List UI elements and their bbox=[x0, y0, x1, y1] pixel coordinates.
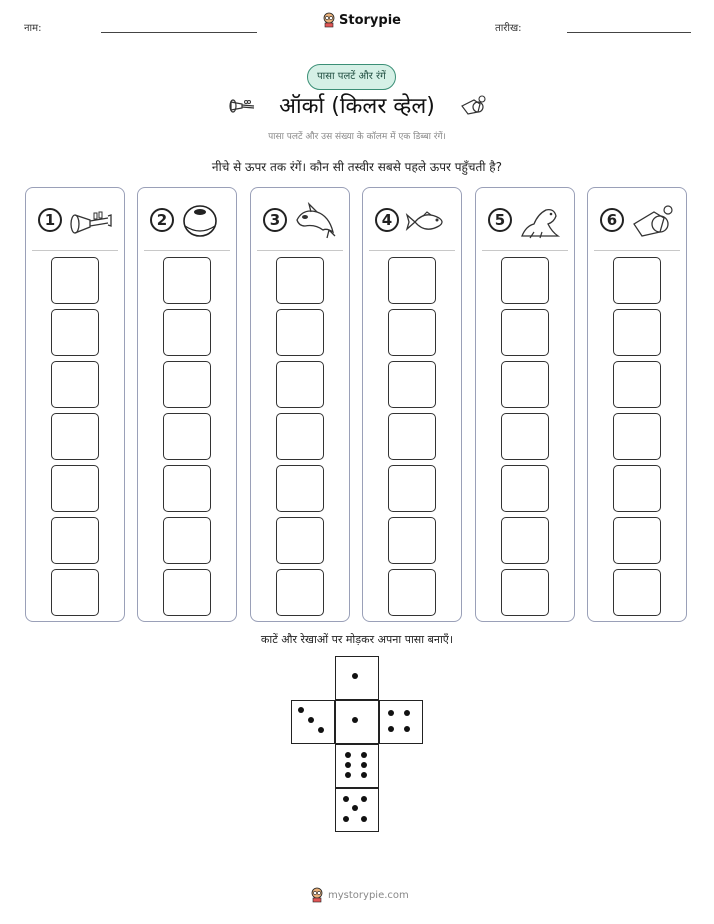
bead-icon bbox=[180, 202, 226, 240]
column-header bbox=[148, 202, 230, 242]
subtitle: पासा पलटें और उस संख्या के कॉलम में एक डिब्बा रंगें। bbox=[268, 132, 446, 142]
column-header bbox=[261, 202, 343, 242]
color-box[interactable] bbox=[501, 413, 549, 460]
storypie-mascot-icon bbox=[310, 887, 324, 903]
column-number: 1 bbox=[38, 208, 62, 232]
die-face-six bbox=[335, 744, 379, 788]
color-box[interactable] bbox=[163, 517, 211, 564]
color-box[interactable] bbox=[276, 361, 324, 408]
column-number: 3 bbox=[263, 208, 287, 232]
die-pip bbox=[318, 727, 324, 733]
die-pip bbox=[345, 762, 351, 768]
name-line bbox=[101, 32, 257, 33]
column-header bbox=[373, 202, 455, 242]
column-header bbox=[36, 202, 118, 242]
column-header bbox=[598, 202, 680, 242]
column-3 bbox=[250, 187, 350, 622]
column-divider bbox=[257, 250, 343, 251]
color-box[interactable] bbox=[613, 309, 661, 356]
color-box[interactable] bbox=[388, 465, 436, 512]
color-box[interactable] bbox=[501, 517, 549, 564]
die-pip bbox=[388, 726, 394, 732]
color-box[interactable] bbox=[276, 517, 324, 564]
color-box[interactable] bbox=[613, 413, 661, 460]
column-2 bbox=[137, 187, 237, 622]
color-box[interactable] bbox=[163, 309, 211, 356]
color-box[interactable] bbox=[388, 569, 436, 616]
column-divider bbox=[594, 250, 680, 251]
die-pip bbox=[361, 752, 367, 758]
column-1 bbox=[25, 187, 125, 622]
color-box[interactable] bbox=[501, 257, 549, 304]
die-face-one bbox=[335, 656, 379, 700]
die-pip bbox=[352, 717, 358, 723]
color-box[interactable] bbox=[613, 465, 661, 512]
die-pip bbox=[404, 710, 410, 716]
color-box[interactable] bbox=[276, 257, 324, 304]
color-box[interactable] bbox=[51, 309, 99, 356]
column-4 bbox=[362, 187, 462, 622]
color-box[interactable] bbox=[163, 361, 211, 408]
color-box[interactable] bbox=[163, 465, 211, 512]
die-pip bbox=[345, 752, 351, 758]
color-box[interactable] bbox=[51, 517, 99, 564]
die-pip bbox=[361, 772, 367, 778]
die-face-one bbox=[335, 700, 379, 744]
color-box[interactable] bbox=[51, 465, 99, 512]
column-number: 5 bbox=[488, 208, 512, 232]
die-pip bbox=[308, 717, 314, 723]
color-box[interactable] bbox=[163, 257, 211, 304]
color-box[interactable] bbox=[613, 517, 661, 564]
color-box[interactable] bbox=[388, 413, 436, 460]
date-line bbox=[567, 32, 691, 33]
column-6 bbox=[587, 187, 687, 622]
color-box[interactable] bbox=[501, 361, 549, 408]
color-box[interactable] bbox=[613, 569, 661, 616]
column-divider bbox=[144, 250, 230, 251]
die-pip bbox=[361, 816, 367, 822]
color-box[interactable] bbox=[501, 569, 549, 616]
die-face-five bbox=[335, 788, 379, 832]
activity-badge: पासा पलटें और रंगें bbox=[307, 64, 396, 90]
fish-icon bbox=[405, 202, 451, 240]
die-pip bbox=[345, 772, 351, 778]
color-box[interactable] bbox=[501, 309, 549, 356]
column-number: 2 bbox=[150, 208, 174, 232]
color-box[interactable] bbox=[276, 569, 324, 616]
color-box[interactable] bbox=[388, 309, 436, 356]
name-label: नाम: bbox=[24, 23, 42, 34]
brand-logo bbox=[322, 12, 401, 28]
trumpet-icon bbox=[68, 202, 114, 240]
die-pip bbox=[388, 710, 394, 716]
date-label: तारीख: bbox=[495, 23, 522, 34]
color-box[interactable] bbox=[388, 257, 436, 304]
die-pip bbox=[352, 805, 358, 811]
die-face-three bbox=[291, 700, 335, 744]
color-box[interactable] bbox=[163, 413, 211, 460]
footer-url[interactable]: mystorypie.com bbox=[328, 889, 409, 901]
die-pip bbox=[404, 726, 410, 732]
whistle-icon bbox=[630, 202, 676, 240]
whistle-icon bbox=[458, 94, 488, 118]
color-box[interactable] bbox=[163, 569, 211, 616]
color-box[interactable] bbox=[276, 465, 324, 512]
color-box[interactable] bbox=[276, 413, 324, 460]
color-box[interactable] bbox=[613, 257, 661, 304]
column-divider bbox=[369, 250, 455, 251]
column-divider bbox=[32, 250, 118, 251]
cut-instruction: काटें और रेखाओं पर मोड़कर अपना पासा बनाएँ। bbox=[260, 633, 454, 646]
color-box[interactable] bbox=[276, 309, 324, 356]
die-pip bbox=[361, 762, 367, 768]
color-box[interactable] bbox=[388, 517, 436, 564]
column-number: 4 bbox=[375, 208, 399, 232]
column-header bbox=[486, 202, 568, 242]
die-pip bbox=[343, 816, 349, 822]
color-box[interactable] bbox=[51, 361, 99, 408]
column-divider bbox=[482, 250, 568, 251]
color-box[interactable] bbox=[388, 361, 436, 408]
color-box[interactable] bbox=[51, 569, 99, 616]
color-box[interactable] bbox=[51, 257, 99, 304]
footer bbox=[310, 887, 409, 903]
die-face-four bbox=[379, 700, 423, 744]
storypie-mascot-icon bbox=[322, 12, 336, 28]
orca-icon bbox=[293, 202, 339, 240]
color-box[interactable] bbox=[501, 465, 549, 512]
die-pip bbox=[298, 707, 304, 713]
die-pip bbox=[343, 796, 349, 802]
die-pip bbox=[361, 796, 367, 802]
page-title: ऑर्का (किलर व्हेल) bbox=[279, 94, 435, 119]
die-pip bbox=[352, 673, 358, 679]
color-box[interactable] bbox=[613, 361, 661, 408]
instruction: नीचे से ऊपर तक रंगें। कौन सी तस्वीर सबसे पहले ऊपर पहुँचती है? bbox=[211, 160, 503, 174]
column-5 bbox=[475, 187, 575, 622]
brand-name: Storypie bbox=[339, 12, 401, 28]
color-box[interactable] bbox=[51, 413, 99, 460]
seal-icon bbox=[518, 202, 564, 240]
column-number: 6 bbox=[600, 208, 624, 232]
